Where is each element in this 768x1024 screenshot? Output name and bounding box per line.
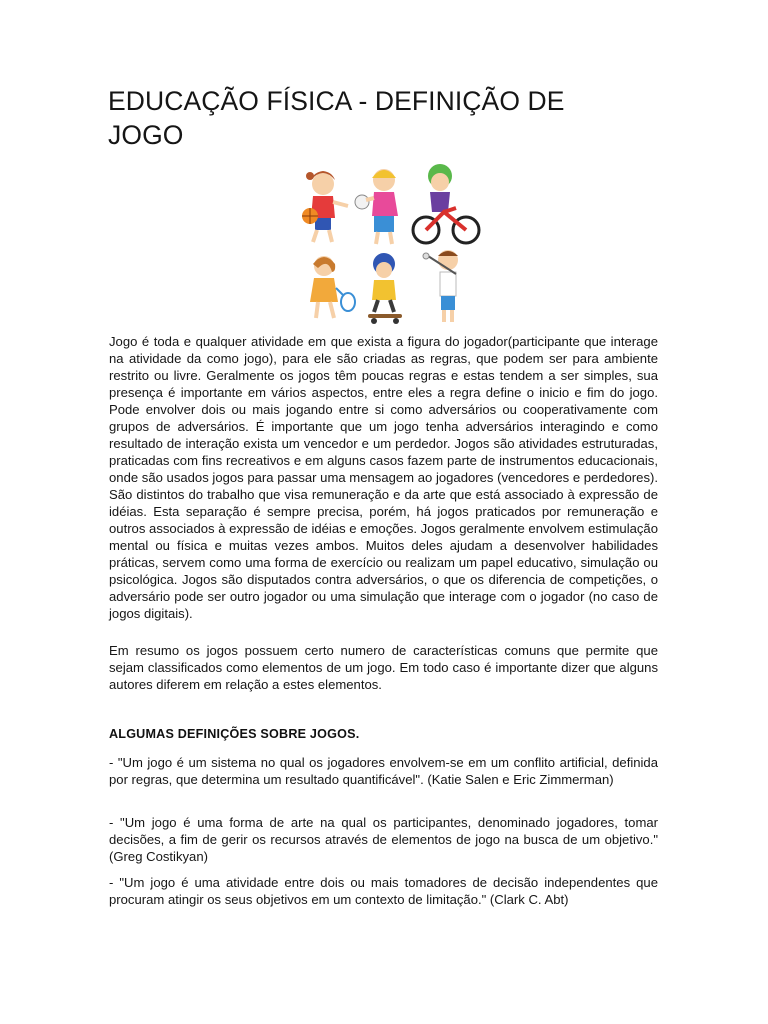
page-title — [108, 84, 648, 152]
child-basketball-figure — [302, 171, 348, 242]
intro-paragraph — [109, 333, 658, 622]
child-volleyball-figure — [355, 169, 398, 244]
definition-text: - "Um jogo é uma atividade entre dois ou mais tomadores de decisão independentes que procuram atingir os seus objetivos em um contexto de limitação." (Clark C. Abt) — [109, 875, 658, 907]
child-skateboard-figure — [368, 253, 402, 324]
paragraph-body: Jogo é toda e qualquer atividade em que exista a figura do jogador(participante que interage na atividade da como jogo), para ele são criadas as regras, que podem ser para ambiente restrito ou livre. Geralmente os jogos têm poucas regras e estas tendem a ser simples, sua presença é importante em vários aspectos, entre eles a regra define o inicio e fim do jogo. Pode envolver dois ou mais jogando entre si como adversários ou cooperativamente com grupos de adversários. É importante que um jogo tenha adversários interagindo e como resultado de interação exista um vencedor e um perdedor. Jogos são atividades estruturadas, praticadas com fins recreativos e em alguns casos fazem parte de instrumentos educacionais, onde são usados jogos para passar uma mensagem ao jogadores (vencedores e perdedores). São distintos do trabalho que visa remuneração e da arte que está associado à expressão de idéias. Esta separação é sempre precisa, porém, há jogos praticados por remuneração e outros associados à expressão de idéias e emoções. Jogos geralmente envolvem estimulação mental ou física e muitas vezes ambos. Muitos deles ajudam a desenvolver habilidades práticas, servem como uma forma de exercício ou realizam um papel educativo, simulação ou psicológica. Jogos são disputados contra adversários, o que os diferencia de competições, o adversário pode ser outro jogador ou uma simulação que interage com o jogador (no caso de jogos digitais). — [109, 334, 658, 621]
definitions-heading: ALGUMAS DEFINIÇÕES SOBRE JOGOS. — [109, 727, 360, 741]
paragraph-body: Em resumo os jogos possuem certo numero de características comuns que permite que sejam classificados como elementos de um jogo. Em todo caso é importante dizer que alguns autores diferem em relação a estes elementos. — [109, 643, 658, 692]
child-bicycle-figure — [413, 164, 479, 243]
children-playing-sports-illustration — [288, 160, 488, 328]
child-tennis-figure — [310, 256, 355, 318]
definition-item — [109, 814, 658, 865]
summary-paragraph — [109, 642, 658, 693]
definition-item — [109, 874, 658, 908]
child-golf-figure — [423, 250, 458, 322]
definition-text: - "Um jogo é um sistema no qual os jogadores envolvem-se em um conflito artificial, definida por regras, que determina um resultado quantificável". (Katie Salen e Eric Zimmerman) — [109, 755, 658, 787]
definition-text: - "Um jogo é uma forma de arte na qual os participantes, denominado jogadores, tomar decisões, a fim de gerir os recursos através de elementos de jogo na busca de um objetivo." (Greg Costikyan) — [109, 815, 658, 864]
definition-item — [109, 754, 658, 788]
title-line-2: JOGO — [108, 120, 184, 150]
title-line-1: EDUCAÇÃO FÍSICA - DEFINIÇÃO DE — [108, 86, 565, 116]
